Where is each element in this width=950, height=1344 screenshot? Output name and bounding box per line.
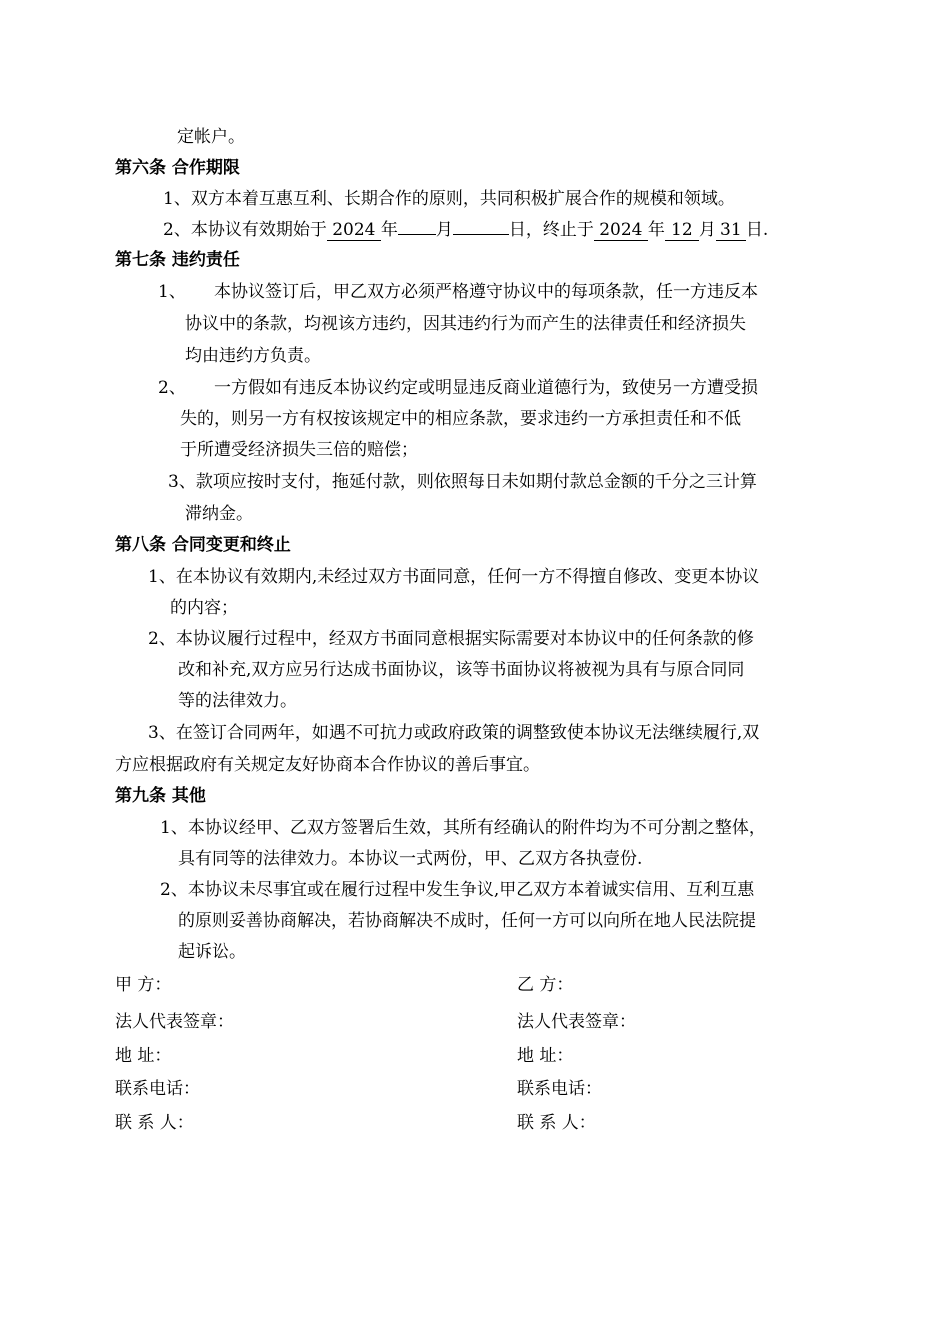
article-7-item-3-line-2: 滞纳金。 [185, 504, 253, 524]
article-7-item-1-line-2: 协议中的条款，均视该方违约，因其违约行为而产生的法律责任和经济损失 [185, 314, 746, 334]
article-6-item-2 [163, 219, 768, 241]
party-b-label: 乙 方： [517, 975, 574, 995]
day-end-label: 日，终止于 [508, 220, 594, 240]
article-7-item-2-line-2: 失的，则另一方有权按该规定中的相应条款，要求违约一方承担责任和不低 [180, 409, 741, 429]
party-a-phone-label: 联系电话： [115, 1079, 200, 1099]
article-8-title: 第八条 合同变更和终止 [115, 535, 291, 555]
article-8-item-2-line-3: 等的法律效力。 [178, 691, 297, 711]
party-b-address-label: 地 址： [517, 1046, 574, 1066]
article-9-item-2-line-2: 的原则妥善协商解决，若协商解决不成时，任何一方可以向所在地人民法院提 [178, 911, 756, 931]
article-7-item-1-line-3: 均由违约方负责。 [185, 346, 321, 366]
term-prefix: 2、本协议有效期始于 [163, 220, 327, 240]
end-day-field: 31 [716, 221, 746, 241]
month-label: 月 [435, 220, 453, 240]
item-text: 本协议签订后，甲乙双方必须严格遵守协议中的每项条款，任一方违反本 [214, 282, 758, 302]
article-9-item-1-line-2: 具有同等的法律效力。本协议一式两份，甲、乙双方各执壹份. [178, 849, 643, 869]
party-a-address-label: 地 址： [115, 1046, 172, 1066]
article-6-item-1: 1、双方本着互惠互利、长期合作的原则，共同积极扩展合作的规模和领域。 [163, 189, 735, 209]
party-b-contact-label: 联 系 人： [517, 1113, 596, 1133]
end-year-label: 年 [647, 220, 665, 240]
end-month-label: 月 [698, 220, 716, 240]
party-a-contact-label: 联 系 人： [115, 1113, 194, 1133]
item-number: 2、 [158, 378, 186, 398]
end-day-label: 日. [745, 220, 769, 240]
year-label: 年 [380, 220, 398, 240]
article-8-item-3-line-2: 方应根据政府有关规定友好协商本合作协议的善后事宜。 [115, 755, 540, 775]
start-year-field: 2024 [327, 221, 381, 241]
party-a-label: 甲 方： [115, 975, 172, 995]
article-7-title: 第七条 违约责任 [115, 250, 240, 270]
continued-text: 定帐户。 [177, 127, 245, 147]
start-day-field [453, 234, 509, 235]
article-7-item-2-line-3: 于所遭受经济损失三倍的赔偿； [180, 440, 418, 460]
party-a-rep-label: 法人代表签章： [115, 1012, 234, 1032]
article-8-item-1-line-1: 1、在本协议有效期内,未经过双方书面同意，任何一方不得擅自修改、变更本协议 [148, 567, 760, 587]
article-9-title: 第九条 其他 [115, 786, 206, 806]
article-8-item-2-line-1: 2、本协议履行过程中，经双方书面同意根据实际需要对本协议中的任何条款的修 [148, 629, 754, 649]
article-7-item-2-line-1 [158, 377, 758, 399]
article-8-item-1-line-2: 的内容； [170, 598, 238, 618]
article-9-item-1-line-1: 1、本协议经甲、乙双方签署后生效，其所有经确认的附件均为不可分割之整体， [160, 818, 766, 838]
party-b-phone-label: 联系电话： [517, 1079, 602, 1099]
article-6-title: 第六条 合作期限 [115, 158, 240, 178]
article-7-item-3-line-1: 3、款项应按时支付，拖延付款，则依照每日未如期付款总金额的千分之三计算 [168, 472, 757, 492]
article-9-item-2-line-3: 起诉讼。 [178, 942, 246, 962]
article-9-item-2-line-1: 2、本协议未尽事宜或在履行过程中发生争议,甲乙双方本着诚实信用、互利互惠 [160, 880, 755, 900]
item-number: 1、 [158, 282, 186, 302]
article-8-item-3-line-1: 3、在签订合同两年，如遇不可抗力或政府政策的调整致使本协议无法继续履行,双 [148, 723, 760, 743]
item-text: 一方假如有违反本协议约定或明显违反商业道德行为，致使另一方遭受损 [214, 378, 758, 398]
end-month-field: 12 [665, 221, 699, 241]
start-month-field [398, 234, 436, 235]
article-8-item-2-line-2: 改和补充,双方应另行达成书面协议，该等书面协议将被视为具有与原合同同 [178, 660, 745, 680]
party-b-rep-label: 法人代表签章： [517, 1012, 636, 1032]
article-7-item-1-line-1 [158, 281, 758, 303]
end-year-field: 2024 [594, 221, 648, 241]
